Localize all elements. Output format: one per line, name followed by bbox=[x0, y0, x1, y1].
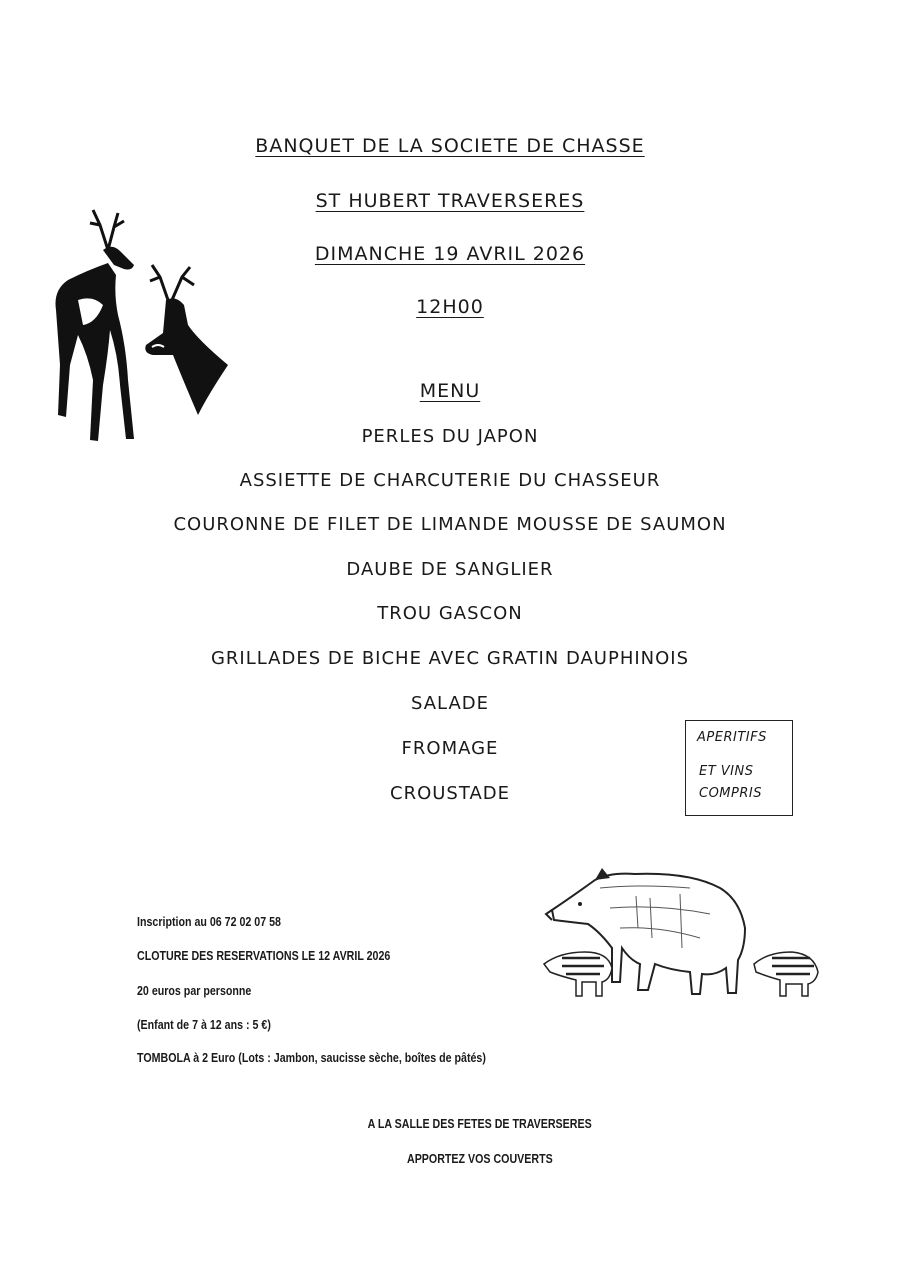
box-line: APERITIFS bbox=[697, 730, 767, 745]
child-price: (Enfant de 7 à 12 ans : 5 €) bbox=[137, 1017, 271, 1032]
price-per-person: 20 euros par personne bbox=[137, 983, 252, 998]
menu-item: ASSIETTE DE CHARCUTERIE DU CHASSEUR bbox=[239, 470, 661, 491]
box-line: ET VINS bbox=[699, 764, 754, 779]
menu-item: FROMAGE bbox=[401, 738, 499, 759]
drinks-included-box bbox=[685, 720, 793, 816]
menu-item: TROU GASCON bbox=[377, 603, 523, 624]
cutlery-text: APPORTEZ VOS COUVERTS bbox=[407, 1151, 553, 1166]
booking-deadline: CLOTURE DES RESERVATIONS LE 12 AVRIL 2026 bbox=[137, 948, 391, 963]
box-line: COMPRIS bbox=[699, 786, 762, 801]
raffle-info: TOMBOLA à 2 Euro (Lots : Jambon, saucisse sèche, boîtes de pâtés) bbox=[137, 1050, 486, 1065]
registration-phone: Inscription au 06 72 02 07 58 bbox=[137, 914, 281, 929]
deer-illustration-icon bbox=[48, 205, 233, 445]
menu-item: CROUSTADE bbox=[390, 783, 510, 804]
menu-item: PERLES DU JAPON bbox=[361, 426, 539, 447]
society-name: ST HUBERT TRAVERSERES bbox=[315, 190, 585, 212]
venue-line bbox=[0, 1116, 900, 1131]
menu-item: GRILLADES DE BICHE AVEC GRATIN DAUPHINOIS bbox=[210, 648, 690, 669]
boar-illustration-icon bbox=[540, 868, 825, 1003]
menu-item: DAUBE DE SANGLIER bbox=[346, 559, 554, 580]
banquet-title: BANQUET DE LA SOCIETE DE CHASSE bbox=[255, 135, 645, 157]
event-time: 12H00 bbox=[416, 296, 484, 318]
venue-text: A LA SALLE DES FETES DE TRAVERSERES bbox=[367, 1116, 593, 1131]
menu-item: SALADE bbox=[410, 693, 490, 714]
event-date: DIMANCHE 19 AVRIL 2026 bbox=[314, 243, 586, 265]
cutlery-line bbox=[0, 1151, 900, 1166]
menu-title: MENU bbox=[419, 380, 481, 402]
menu-item: COURONNE DE FILET DE LIMANDE MOUSSE DE SAUMON bbox=[173, 514, 727, 535]
